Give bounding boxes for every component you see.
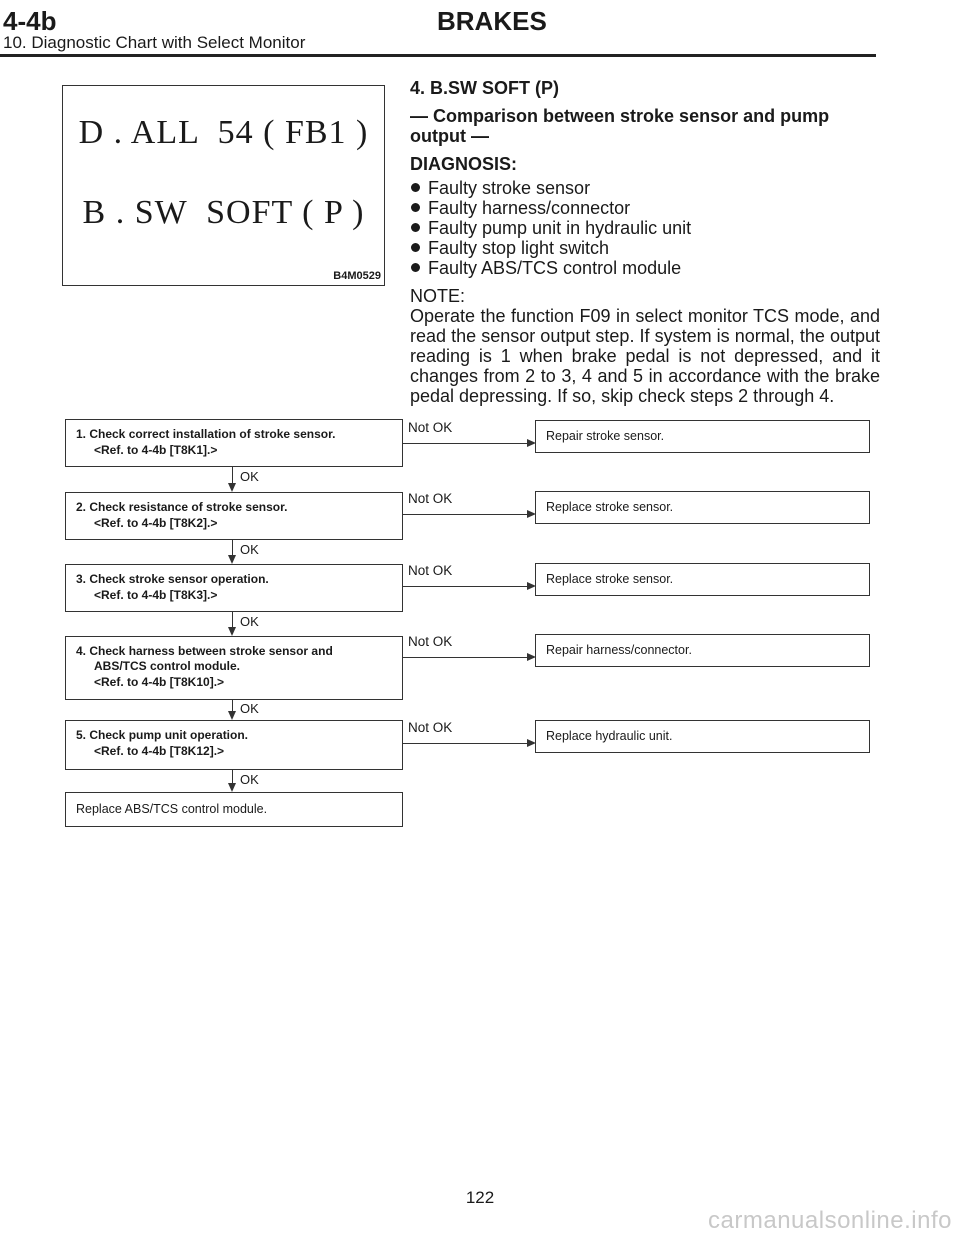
final-action-text: Replace ABS/TCS control module. [76, 802, 268, 816]
result-box-1 [535, 420, 870, 453]
step-title: 4. Check harness between stroke sensor and ABS/TCS control module. [76, 644, 333, 673]
arrow-down-icon [228, 627, 236, 636]
ok-connector [232, 467, 233, 483]
ok-label: OK [240, 542, 259, 557]
step-reference: <Ref. to 4-4b [T8K1].> [94, 443, 218, 457]
diagnosis-item: Faulty stop light switch [410, 238, 880, 258]
figure-id: B4M0529 [333, 270, 381, 282]
step-title: 1. Check correct installation of stroke sensor. [76, 427, 336, 441]
arrow-down-icon [228, 783, 236, 792]
diagnosis-item: Faulty pump unit in hydraulic unit [410, 218, 880, 238]
check-step-3 [65, 564, 403, 612]
result-box-5 [535, 720, 870, 753]
diagnosis-item: Faulty stroke sensor [410, 178, 880, 198]
step-reference: <Ref. to 4-4b [T8K2].> [94, 516, 218, 530]
section-subtitle: 10. Diagnostic Chart with Select Monitor [3, 33, 306, 52]
ok-connector [232, 612, 233, 627]
result-text: Replace stroke sensor. [546, 572, 674, 586]
step-reference: <Ref. to 4-4b [T8K10].> [94, 675, 225, 689]
note-label: NOTE: [410, 286, 466, 306]
result-box-4 [535, 634, 870, 667]
section-title: BRAKES [437, 6, 547, 36]
result-box-2 [535, 491, 870, 524]
step-title: 3. Check stroke sensor operation. [76, 572, 269, 586]
monitor-line-2: B . SW SOFT ( P ) [82, 194, 365, 231]
not-ok-connector [403, 586, 531, 587]
check-step-5 [65, 720, 403, 770]
ok-connector [232, 700, 233, 711]
ok-label: OK [240, 772, 259, 787]
watermark: carmanualsonline.info [708, 1207, 952, 1234]
diagnosis-item: Faulty harness/connector [410, 198, 880, 218]
page-number: 122 [465, 1188, 495, 1207]
step-reference: <Ref. to 4-4b [T8K3].> [94, 588, 218, 602]
not-ok-connector [403, 443, 531, 444]
diagnosis-label: DIAGNOSIS: [410, 154, 518, 174]
note-text: Operate the function F09 in select monitor TCS mode, and read the sensor output step. If system is normal, the output reading is 1 when brake pedal is not depressed, and it changes from 2 to 3, 4 and 5 in accordance with the brake pedal depressing. If so, skip check steps 2 through 4. [410, 306, 880, 406]
not-ok-connector [403, 657, 531, 658]
arrow-down-icon [228, 555, 236, 564]
ok-connector [232, 540, 233, 555]
result-text: Replace stroke sensor. [546, 500, 674, 514]
check-step-2 [65, 492, 403, 540]
not-ok-connector [403, 743, 531, 744]
ok-label: OK [240, 469, 259, 484]
diagnosis-item: Faulty ABS/TCS control module [410, 258, 880, 278]
arrow-down-icon [228, 483, 236, 492]
step-reference: <Ref. to 4-4b [T8K12].> [94, 744, 225, 758]
not-ok-label: Not OK [408, 634, 453, 649]
step-title: 2. Check resistance of stroke sensor. [76, 500, 288, 514]
final-action-box [65, 792, 403, 827]
not-ok-label: Not OK [408, 563, 453, 578]
not-ok-label: Not OK [408, 420, 453, 435]
ok-label: OK [240, 614, 259, 629]
not-ok-label: Not OK [408, 720, 453, 735]
arrow-down-icon [228, 711, 236, 720]
section-code: 4-4b [3, 6, 57, 36]
not-ok-label: Not OK [408, 491, 453, 506]
trouble-heading: 4. B.SW SOFT (P) [410, 78, 560, 98]
not-ok-connector [403, 514, 531, 515]
ok-connector [232, 770, 233, 783]
step-title: 5. Check pump unit operation. [76, 728, 249, 742]
result-text: Replace hydraulic unit. [546, 729, 673, 743]
result-text: Repair stroke sensor. [546, 429, 665, 443]
check-step-4 [65, 636, 403, 700]
check-step-1 [65, 419, 403, 467]
monitor-line-1: D . ALL 54 ( FB1 ) [78, 114, 369, 151]
trouble-subheading: — Comparison between stroke sensor and pump output — [410, 106, 830, 146]
ok-label: OK [240, 701, 259, 716]
result-box-3 [535, 563, 870, 596]
result-text: Repair harness/connector. [546, 643, 692, 657]
